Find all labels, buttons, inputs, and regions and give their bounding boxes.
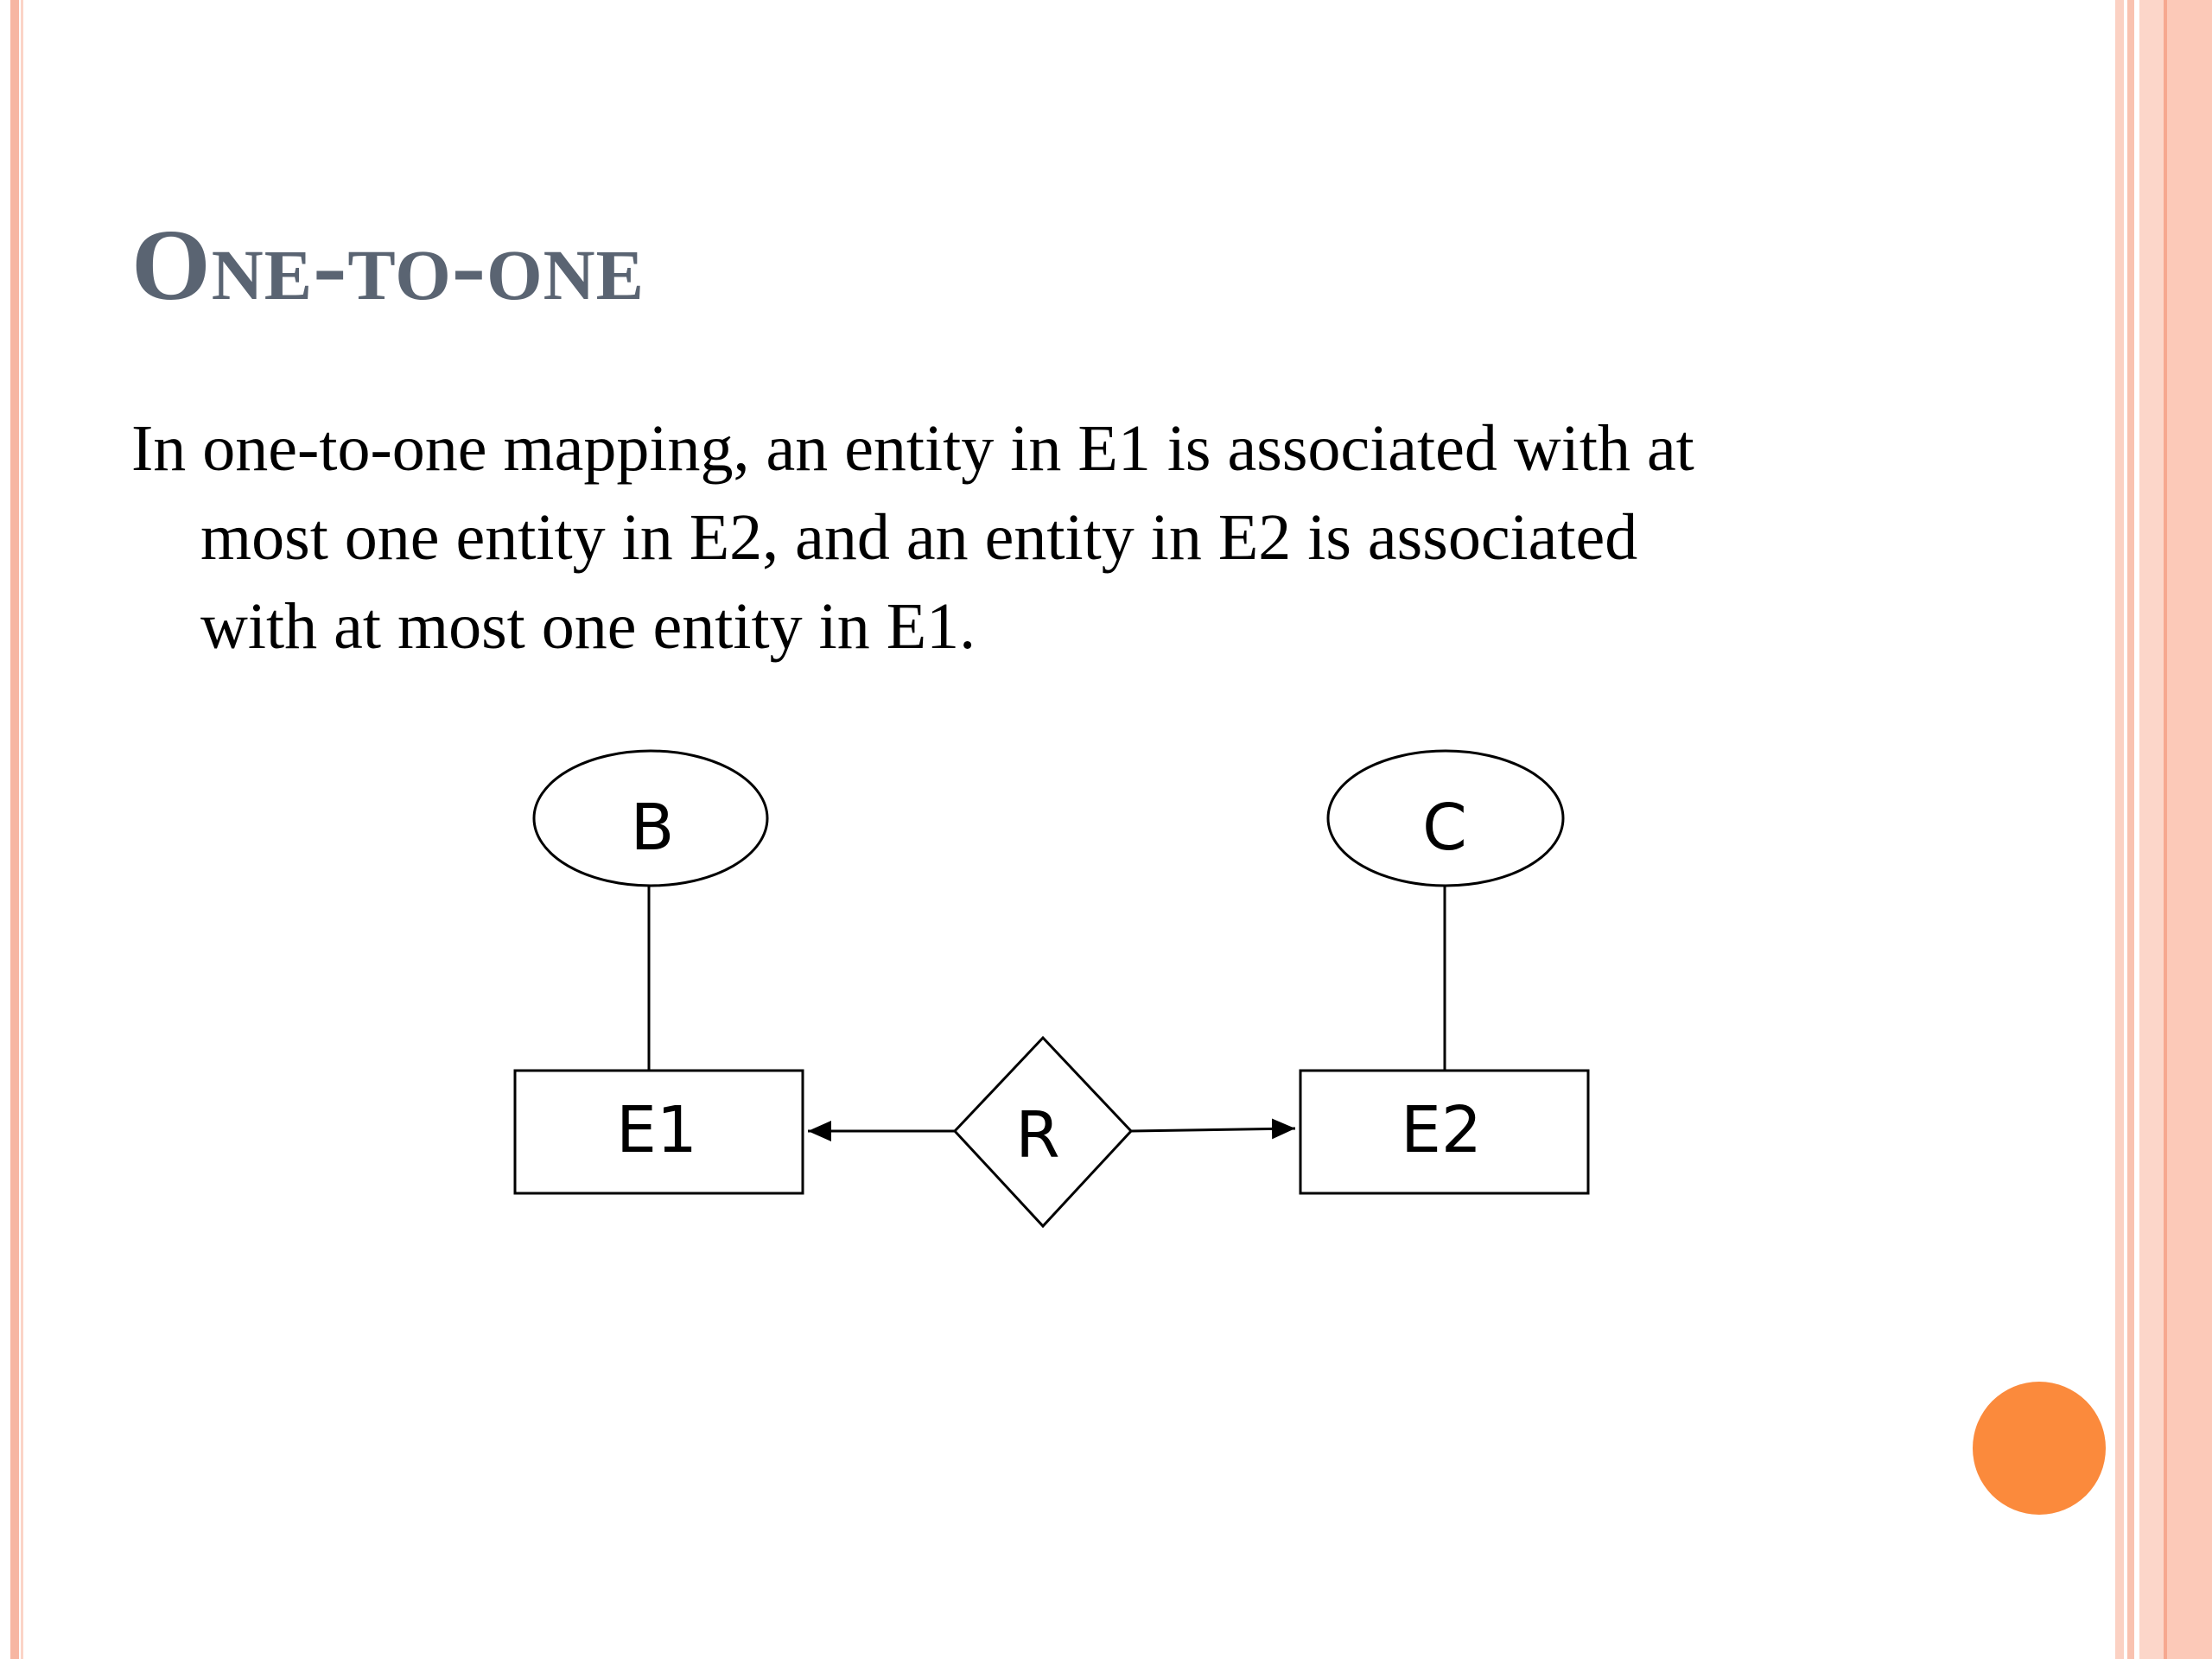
entity-label-e2: E2 bbox=[1401, 1093, 1482, 1167]
body-line: with at most one entity in E1. bbox=[200, 590, 976, 663]
body-line: most one entity in E2, and an entity in E2 is associated bbox=[200, 501, 1638, 574]
accent-dot bbox=[1973, 1382, 2106, 1515]
arrow-to-e2 bbox=[1131, 1128, 1295, 1131]
attribute-label-c: C bbox=[1422, 791, 1467, 865]
body-line: In one-to-one mapping, an entity in E1 is associated with at bbox=[131, 412, 1694, 485]
entity-label-e1: E1 bbox=[616, 1093, 697, 1167]
attribute-label-b: B bbox=[630, 791, 675, 865]
slide-title: One-to-one bbox=[131, 208, 645, 321]
relationship-label-r: R bbox=[1015, 1098, 1060, 1173]
